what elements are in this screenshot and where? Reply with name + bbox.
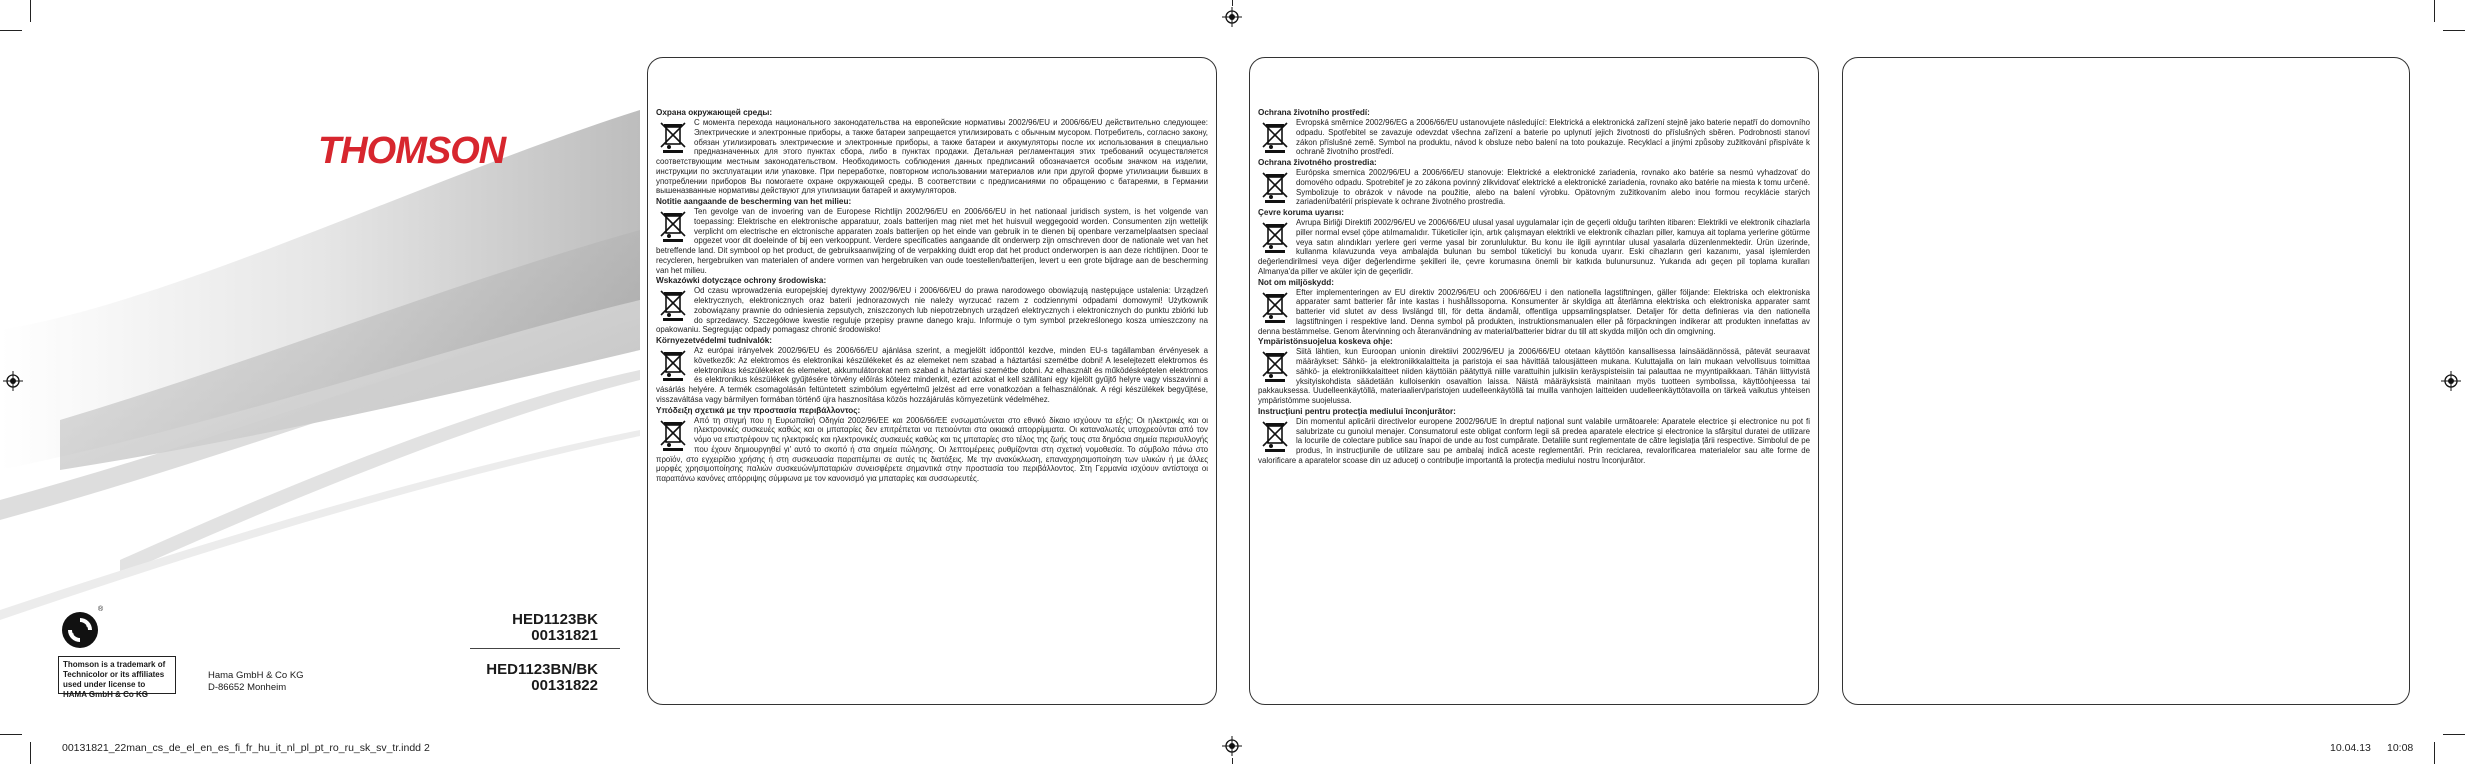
section-body: Avrupa Birliği Direktifi 2002/96/EU ve 2006/66/EU ulusal yasal uygulamalar için de geçerli olduğu tarihten itibaren: Elektrikli ve elektronik cihazlarla piller normal evsel çöpe atılmamalıdır. Tüketiciler için, artık çalışmayan elektrikli ve elektronik cihazları piller, kamuya ait toplama yerlerine götürme veya satın alındıkları yerlere geri verme yasal bir zorunluluktur. Bu konu ile ilgili ayrıntılar ulusal yasalarla düzenlenmektedir. Ürün üzerinde, kullanma kılavuzunda veya ambalajda bulunan bu sembol tüketiciyi bu konuda uyarır. Eski cihazların geri kazanımı, yasal işlemlerden değerlendirilmesi veya diğer değerlendirme şekilleri ile, çevre korumasına önemli bir katkıda bulunursunuz. Yukarıda adı geçen pil toplama kuralları Almanya'da piller ve aküler için de geçerlidir. (1258, 218, 1810, 276)
section-title: Környezetvédelmi tudnivalók: (656, 336, 773, 345)
section-title: Notitie aangaande de bescherming van het milieu: (656, 197, 852, 206)
section-hu (656, 336, 1208, 405)
section-body: Az európai irányelvek 2002/96/EU és 2006/66/EU ajánlása szerint, a megjelölt időponttól kezdve, minden EU-s tagállamban érvényesek a következők: Az elektromos és elektronikai készülékeket és az elemeket nem szabad a háztartási szemétbe dobni! A leselejtezett elektromos és elektronikus készülékeket és elemeket, akkumulátorokat nem szabad a háztartási szemétbe dobni. Az elhasznált és működésképtelen elektromos és elektronikus készülékek gyűjtésére törvény előírás kötelez mindenkit, ezért azokat el kell szállítani egy kijelölt gyűjtő helyre vagy visszavinni a vásárlás helyére. A termék csomagolásán feltüntetett szimbólum egyértelmű jelzést ad erre vonatkozóan a felhasználónak. A régi készülékek begyűjtése, visszaváltása vagy bármilyen formában történő újra hasznosítása közös hozzájárulás környezetünk védelméhez. (656, 346, 1208, 404)
section-cs (1258, 108, 1810, 157)
section-body: Din momentul aplicării directivelor europene 2002/96/UE în dreptul național sunt valabile următoarele: Aparatele electrice și electronice nu pot fi salubrizate cu gunoiul menajer. Consumatorul este obligat conform legii să predea aparatele electrice și electronice la sfârșitul duratei de utilizare la locurile de colectare publice sau înapoi de unde au fost cumpărate. Detaliile sunt reglementate de către legislația țării respective. Simbolul de pe produs, în instrucțiunile de utilizare sau pe ambalaj indică aceste reglementări. Prin reciclarea, revalorificarea materialelor sau alte forme de valorificare a aparatelor scoase din uz aduceți o contribuție importantă la protecția mediului nostru înconjurător. (1258, 416, 1810, 465)
section-body: Ten gevolge van de invoering van de Europese Richtlijn 2002/96/EU en 2006/66/EU in het nationaal juridisch system, is het volgende van toepassing: Elektrische en elektronische apparatuur, zoals batterijen mag niet met het huisvuil weggegooid worden. Consumenten zijn wettelijk verplicht om electrische en elctronische apparaten zoals batterijen op het einde van gebruik in te dienen bij openbare verzamelplaatsen speciaal opgezet voor dit doeleinde of bij een verkooppunt. Verdere specificaties aangaande dit onderwerp zijn omschreven door de nationale wet van het betreffende land. Dit symbool op het product, de gebruiksaanwijzing of de verpakking duidt erop dat het product onderworpen is aan deze richtlijnen. Door te recycleren, hergebruiken van materialen of andere vormen van hergebruiken van oude toestellen/batterijen, levert u een grote bijdrage aan de bescherming van het milieu. (656, 207, 1208, 275)
crossed-bin-icon (1262, 349, 1288, 383)
crossed-bin-icon (660, 120, 686, 154)
print-date: 10.04.13 (2330, 742, 2371, 754)
registration-mark-icon (3, 371, 23, 391)
section-body: Evropská směrnice 2002/96/EG a 2006/66/EU ustanovujete následující: Elektrická a elektronická zařízení stejně jako baterie nepatří do domovního odpadu. Spotřebitel se zavazuje odevzdat všechna zařízení a baterie po uplynutí jejich životnosti do příslušných sběren. Podrobnosti stanoví zákon příslušné země. Symbol na produktu, návod k obsluze nebo balení na toto poukazuje. Recyklací a jinými způsoby zužitkování přispíváte k ochraně životního prostředí. (1296, 118, 1810, 157)
text-panel-2 (1249, 57, 1819, 705)
model-number-1: HED1123BK (512, 611, 598, 628)
crop-mark (0, 30, 22, 31)
crop-mark (30, 742, 31, 764)
article-code-2: 00131822 (531, 677, 598, 694)
section-title: Wskazówki dotyczące ochrony środowiska: (656, 276, 827, 286)
section-body: Από τη στιγμή που η Ευρωπαϊκή Οδηγία 2002/96/ΕΕ και 2006/66/ΕΕ ενσωματώνεται στο εθνικό δίκαιο ισχύουν τα εξής: Οι ηλεκτρικές και οι ηλεκτρονικές συσκευές καθώς και οι μπαταρίες δεν επιτρέπεται να πετιούνται στα οικιακά απορρίμματα. Οι καταναλωτές υποχρεούνται από τον νόμο να επιστρέφουν τις ηλεκτρικές και ηλεκτρονικές συσκευές καθώς και τις μπαταρίες στο τέλος της ζωής τους στα δημόσια σημεία περισυλλογής που έχουν δημιουργηθεί γι' αυτό το σκοπό ή στα σημεία πώλησης. Οι λεπτομέρειες ρυθμίζονται στη σχετική νομοθεσία. Το σύμβολο πάνω στο προϊόν, στο εγχειρίδιο χρήσης ή στη συσκευασία παραπέμπει σε αυτές τις διατάξεις. Με την ανακύκλωση, επαναχρησιμοποίηση των υλικών ή με άλλες μορφές χρησιμοποίησης παλιών συσκευών/μπαταριών συνεισφέρετε σημαντικά στην προστασία του περιβάλλοντος. Στη Γερμανία ισχύουν αντίστοιχα οι παραπάνω κανόνες απόρριψης σύμφωνα με τον κανονισμό για μπαταρίες και συσσωρευτές. (656, 415, 1208, 483)
crop-mark (2434, 0, 2435, 22)
crossed-bin-icon (660, 348, 686, 382)
model-number-2: HED1123BN/BK (486, 661, 598, 678)
section-body: С момента перехода национального законодательства на европейские нормативы 2002/96/EU и 2006/66/EU действительно следующее: Электрические и электронные приборы, а также батареи запрещается утилизировать с обычным мусором. Потребитель, согласно закону, обязан утилизировать электрические и электронные приборы, а также батареи и аккумуляторы после их использования в специально предназначенных для этого пунктах сбора, либо в пунктах продажи. Детальная регламентация этих требований осуществляется соответствующим местным законодательством. Необходимость соблюдения данных предписаний обозначается особым значком на изделии, инструкции по эксплуатации или упаковке. При переработке, повторном использовании материалов или при другой форме утилизации бывших в употреблении приборов Вы помогаете охране окружающей среды. В соответствии с предписаниями по обращению с батареями, в Германии вышеназванные нормативы действуют для утилизации батарей и аккумуляторов. (656, 118, 1208, 196)
trademark-notice: Thomson is a trademark of Technicolor or its affiliates used under license to HAMA GmbH & Co KG (58, 656, 176, 694)
crossed-bin-icon (1262, 290, 1288, 324)
section-title: Not om miljöskydd: (1258, 277, 1334, 287)
section-title: Ympäristönsuojelua koskeva ohje: (1258, 337, 1393, 347)
crossed-bin-icon (660, 418, 686, 452)
section-sk (1258, 158, 1810, 207)
crossed-bin-icon (1262, 220, 1288, 254)
crop-mark (30, 0, 31, 22)
fold-mark (1232, 0, 1233, 6)
section-title: Instrucţiuni pentru protecţia mediului înconjurător: (1258, 406, 1456, 416)
section-body: Efter implementeringen av EU direktiv 2002/96/EU och 2006/66/EU i den nationella lagstiftningen, gäller följande: Elektriska och elektroniska apparater samt batterier får inte kastas i hushållssoporna. Konsumenter är skyldiga att återlämna elektriska och elektroniska apparater samt batterier vid slutet av dess livslängd till, för detta ändamål, offentliga uppsamlingsplatser. Detaljer för detta definieras via den nationella lagstiftningen i respektive land. Denna symbol på produkten, instruktionsmanualen eller på förpackningen indikerar att produkten innefattas av denna bestämmelse. Genom återvinning och återanvändning av material/batterier bidrar du till att skydda miljön och din omgivning. (1258, 287, 1810, 336)
model-divider (470, 648, 620, 649)
section-tr (1258, 208, 1810, 277)
panel-1-column (656, 108, 1208, 485)
crop-mark (0, 734, 22, 735)
print-time: 10:08 (2387, 742, 2414, 754)
section-nl (656, 197, 1208, 275)
crossed-bin-icon (1262, 120, 1288, 154)
cover-panel (0, 0, 640, 764)
crossed-bin-icon (660, 288, 686, 322)
article-code-1: 00131821 (531, 627, 598, 644)
crossed-bin-icon (1262, 419, 1288, 453)
section-ro (1258, 407, 1810, 466)
section-body: Siitä lähtien, kun Euroopan unionin direktiivi 2002/96/EU ja 2006/66/EU otetaan käyttöön kansallisessa lainsäädännössä, pätevät seuraavat määräykset: Sähkö- ja elektroniikkalaitteita ja paristoja ei saa hävittää talousjätteen mukana. Kuluttajalla on lain mukaan velvollisuus toimittaa sähkö- ja elektroniikkalaitteet niiden käyttöiän päätyttyä niille varattuihin julkisiin keräyspisteisiin tai palauttaa ne myyntipaikkaan. Tähän liittyvistä yksityiskohdista säädetään kulloisenkin osavaltion laissa. Näistä määräyksistä mainitaan myös tuotteen symbolissa, käyttöohjeessa tai pakkauksessa. Uudelleenkäytöllä, materiaalien/paristojen uudelleenkäytöllä tai muilla vanhojen laitteiden uudelleenkäyttötavoilla on tärkeä vaikutus yhteisen ympäristömme suojelussa. (1258, 347, 1810, 405)
thomson-logo: THOMSON (318, 130, 506, 172)
section-pl (656, 276, 1208, 335)
manufacturer-city: D-86652 Monheim (208, 682, 287, 693)
manufacturer-name: Hama GmbH & Co KG (208, 670, 304, 681)
section-fi (1258, 337, 1810, 406)
blank-panel-3 (1842, 57, 2410, 705)
fold-mark (1232, 758, 1233, 764)
green-dot-recycling-icon (62, 612, 98, 648)
indd-filename: 00131821_22man_cs_de_el_en_es_fi_fr_hu_it_nl_pl_pt_ro_ru_sk_sv_tr.indd 2 (62, 742, 430, 754)
section-body: Európska smernica 2002/96/EU a 2006/66/EU stanovuje: Elektrické a elektronické zariadenia, rovnako ako batérie sa nesmú vyhadzovať do domového odpadu. Spotrebiteľ je zo zákona povinný zlikvidovať elektrické a elektronické zariadenia, rovnako ako batérie na miesta k tomu určené. Symbolizuje to obrázok v návode na použitie, alebo na balení výrobku. Opätovným zužitkovaním alebo inou formou recyklácie starých zariadení/batérií prispievate k ochrane životného prostredia. (1296, 168, 1810, 207)
section-title: Υπόδειξη σχετικά με την προστασία περιβάλλοντος: (656, 405, 861, 415)
section-title: Ochrana životného prostredia: (1258, 158, 1377, 167)
crossed-bin-icon (660, 209, 686, 243)
section-title: Çevre koruma uyarısı: (1258, 208, 1345, 217)
crop-mark (2443, 734, 2465, 735)
registration-mark-icon (1222, 736, 1242, 756)
model-block-1 (488, 612, 598, 644)
registered-mark: ® (98, 606, 104, 613)
crop-mark (2434, 742, 2435, 764)
section-sv (1258, 278, 1810, 337)
section-body: Od czasu wprowadzenia europejskiej dyrektywy 2002/96/EU i 2006/66/EU do prawa narodowego obowiązują następujące ustalenia: Urządzeń elektrycznych, elektronicznych oraz baterii jednorazowych nie należy wyrzucać razem z codziennymi odpadami domowymi! Użytkownik zobowiązany prawnie do odniesienia zepsutych, zniszczonych lub niepotrzebnych urządzeń elektrycznych i elektronicznych do punktu zbiórki lub do sprzedawcy. Szczegółowe kwestie reguluje przepisy prawne danego kraju. Informuje o tym symbol przekreślonego kosza umieszczony na opakowaniu. Segregując odpady pomagasz chronić środowisko! (656, 286, 1208, 335)
model-block-2 (470, 662, 598, 694)
section-el (656, 406, 1208, 484)
manufacturer-address (208, 670, 304, 694)
crop-mark (2443, 30, 2465, 31)
panel-2-column (1258, 108, 1810, 467)
section-title: Охрана окружающей среды: (656, 108, 773, 117)
section-title: Ochrana životního prostředí: (1258, 108, 1370, 117)
cover-swoosh-graphic (0, 0, 640, 764)
section-ru (656, 108, 1208, 196)
crossed-bin-icon (1262, 170, 1288, 204)
registration-mark-icon (2441, 371, 2461, 391)
registration-mark-icon (1222, 7, 1242, 27)
text-panel-1 (647, 57, 1217, 705)
